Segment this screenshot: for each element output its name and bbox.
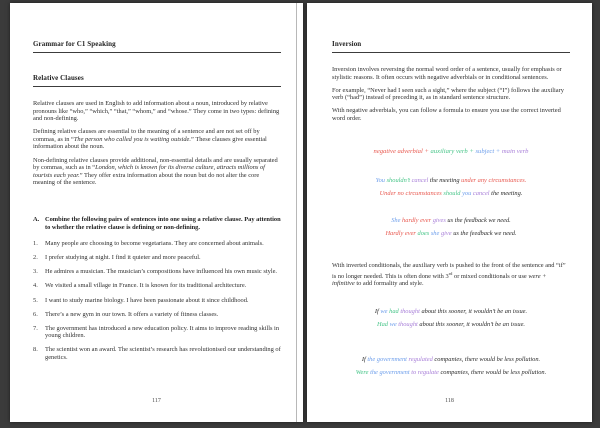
example-sentence: Had we thought about this sooner, it wouldn’t be an issue. — [376, 320, 526, 328]
exercise-item: 1. Many people are choosing to become vegetarians. They are concerned about animals. — [33, 240, 264, 248]
page-header-title: Grammar for C1 Speaking — [33, 40, 281, 53]
exercise-item: 3. He admires a musician. The musician’s compositions have influenced his own music style. — [33, 268, 278, 276]
example-sentence: If the government regulated companies, there would be less pollution. — [361, 355, 541, 363]
paragraph-inversion-intro: Inversion involves reversing the normal word order of a sentence, usually for emphasis or stylistic reasons. It often occurs with negative adverbials or in conditional sentences. — [332, 66, 562, 81]
exercise-item: 7. The government has introduced a new education policy. It aims to improve reading skills in young children. — [33, 324, 280, 340]
example-sentence: She hardly ever gives us the feedback we need. — [391, 217, 511, 225]
exercise-item: 8. The scientist won an award. The scientist’s research has revolutionised our understanding of genetics. — [33, 346, 281, 361]
example-sentence: Were the government to regulate companies, there would be less pollution. — [355, 368, 547, 376]
page-number-right: 118 — [445, 398, 454, 404]
section-heading-relative-clauses: Relative Clauses — [33, 74, 281, 87]
paragraph-inverted-conditionals: With inverted conditionals, the auxiliary verb is pushed to the front of the sentence and “if” is no longer needed. This is often done with 3rd or mixed conditionals or use were + infinitive to add formality and style. — [332, 261, 566, 288]
paragraph-relative-intro: Relative clauses are used in English to add information about a noun, introduced by relative pronouns like “who,” “which,” “that,” “whom,” and “whose.” They come in two types: defining and non-defining. — [33, 100, 280, 123]
example-sentence: If we had thought about this sooner, it wouldn’t be an issue. — [374, 307, 528, 315]
page-crease — [296, 3, 297, 422]
exercise-item: 2. I prefer studying at night. I find it quieter and more peaceful. — [33, 254, 201, 262]
exercise-item: 4. We visited a small village in France. It is known for its traditional architecture. — [33, 282, 247, 290]
example-sentence: Under no circumstances should you cancel the meeting. — [379, 189, 523, 197]
paragraph-defining: Defining relative clauses are essential to the meaning of a sentence and are not set off by commas, as in “The person who called you is waiting outside.” These clauses give essential information about the noun. — [33, 128, 267, 151]
example-sentence: You shouldn’t cancel the meeting under any circumstances. — [375, 176, 527, 184]
paragraph-non-defining: Non-defining relative clauses provide additional, non-essential details and are usually separated by commas, such as in “London, which is known for its diverse culture, attracts millions of tourists each year.” They offer extra information about the noun but do not alter the core meaning of the sentence. — [33, 156, 278, 187]
exercise-instruction — [33, 216, 281, 231]
paragraph-inversion-example: For example, “Never had I seen such a sight,” where the subject (“I”) follows the auxiliary verb (“had”) instead of preceding it, as in standard sentence structure. — [332, 86, 564, 102]
exercise-list — [33, 240, 281, 361]
page-number-left: 117 — [152, 398, 161, 404]
exercise-item: 5. I want to study marine biology. I have been passionate about it since childhood. — [33, 296, 249, 304]
left-page — [10, 3, 303, 422]
paragraph-inversion-formula-intro: With negative adverbials, you can follow a formula to ensure you use the correct inverted word order. — [332, 107, 561, 122]
exercise-item: 6. There’s a new gym in our town. It offers a variety of fitness classes. — [33, 310, 219, 318]
exercise-instruction-text: Combine the following pairs of sentences into one using a relative clause. Pay attention to whether the relative clause is defining or non-defining. — [45, 215, 281, 231]
exercise-label: A. — [33, 215, 40, 223]
right-page — [307, 3, 592, 422]
inversion-formula: negative adverbial + auxiliary verb + subject + main verb — [373, 147, 529, 155]
example-sentence: Hardly ever does she give us the feedback we need. — [385, 230, 517, 238]
section-heading-inversion: Inversion — [332, 40, 570, 53]
